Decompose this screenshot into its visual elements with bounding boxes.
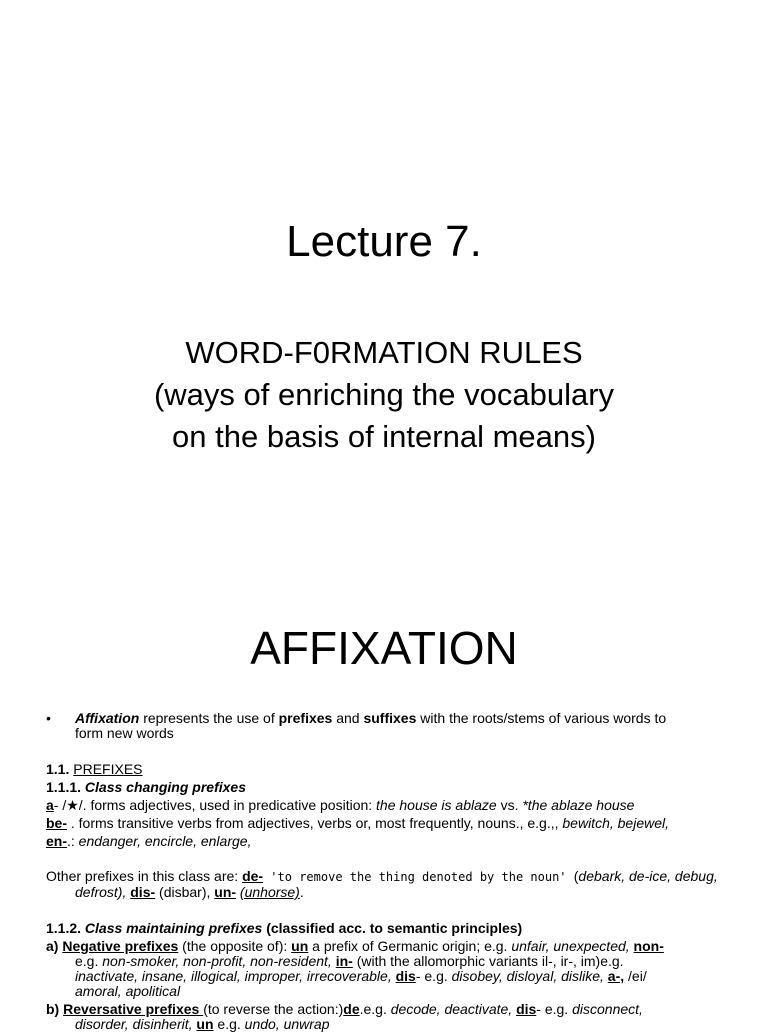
reversative-prefixes: b) Reversative prefixes (to reverse the action:)de.e.g. decode, deactivate, dis- e.g. disconnect, disorder, disinherit, un e.g. undo, unwrap — [46, 1001, 643, 1032]
prefix-a-row: a- /★/. forms adjectives, used in predicative position: the house is ablaze vs. *the ablaze house — [46, 797, 635, 813]
heading-prefixes: 1.1. PREFIXES — [46, 761, 143, 777]
subtitle-line-2: (ways of enriching the vocabulary — [153, 377, 615, 412]
subtitle-line-3: on the basis of internal means) — [172, 419, 596, 454]
negative-prefixes: a) Negative prefixes (the opposite of): un a prefix of Germanic origin; e.g. unfair, unexpected, non- e.g. non-smoker, non-profit, non-resident, in- (with the allomorphic variants il-, ir-, im)e.g. inactivate, insane, illogical, improper, irrecoverable, dis- e.g. disobey, disloyal, dislike, a-, /ei/ amoral, apolitical — [46, 938, 664, 999]
page-title: Lecture 7. — [286, 217, 482, 266]
subtitle — [0, 332, 768, 458]
prefix-be-row: be- . forms transitive verbs from adjectives, verbs or, most frequently, nouns., e.g.,, bewitch, bejewel, — [46, 815, 670, 831]
bullet-icon: • — [46, 710, 51, 726]
lecture-notes — [46, 711, 754, 1032]
prefix-en-row: en-.: endanger, encircle, enlarge, — [46, 833, 252, 849]
other-prefixes: Other prefixes in this class are: de- 'to remove the thing denoted by the noun' (debark, de-ice, debug, defrost), dis- (disbar), un- (unhorse). — [46, 868, 718, 900]
affixation-definition: • Affixation represents the use of prefixes and suffixes with the roots/stems of various words to form new words — [46, 710, 667, 741]
term-affixation: Affixation — [75, 710, 140, 726]
section-heading: AFFIXATION — [250, 622, 518, 674]
heading-class-changing: 1.1.1. Class changing prefixes — [46, 779, 246, 795]
subtitle-line-1: WORD-F0RMATION RULES — [185, 335, 583, 370]
heading-class-maintaining: 1.1.2. Class maintaining prefixes (classified acc. to semantic principles) — [46, 920, 523, 936]
